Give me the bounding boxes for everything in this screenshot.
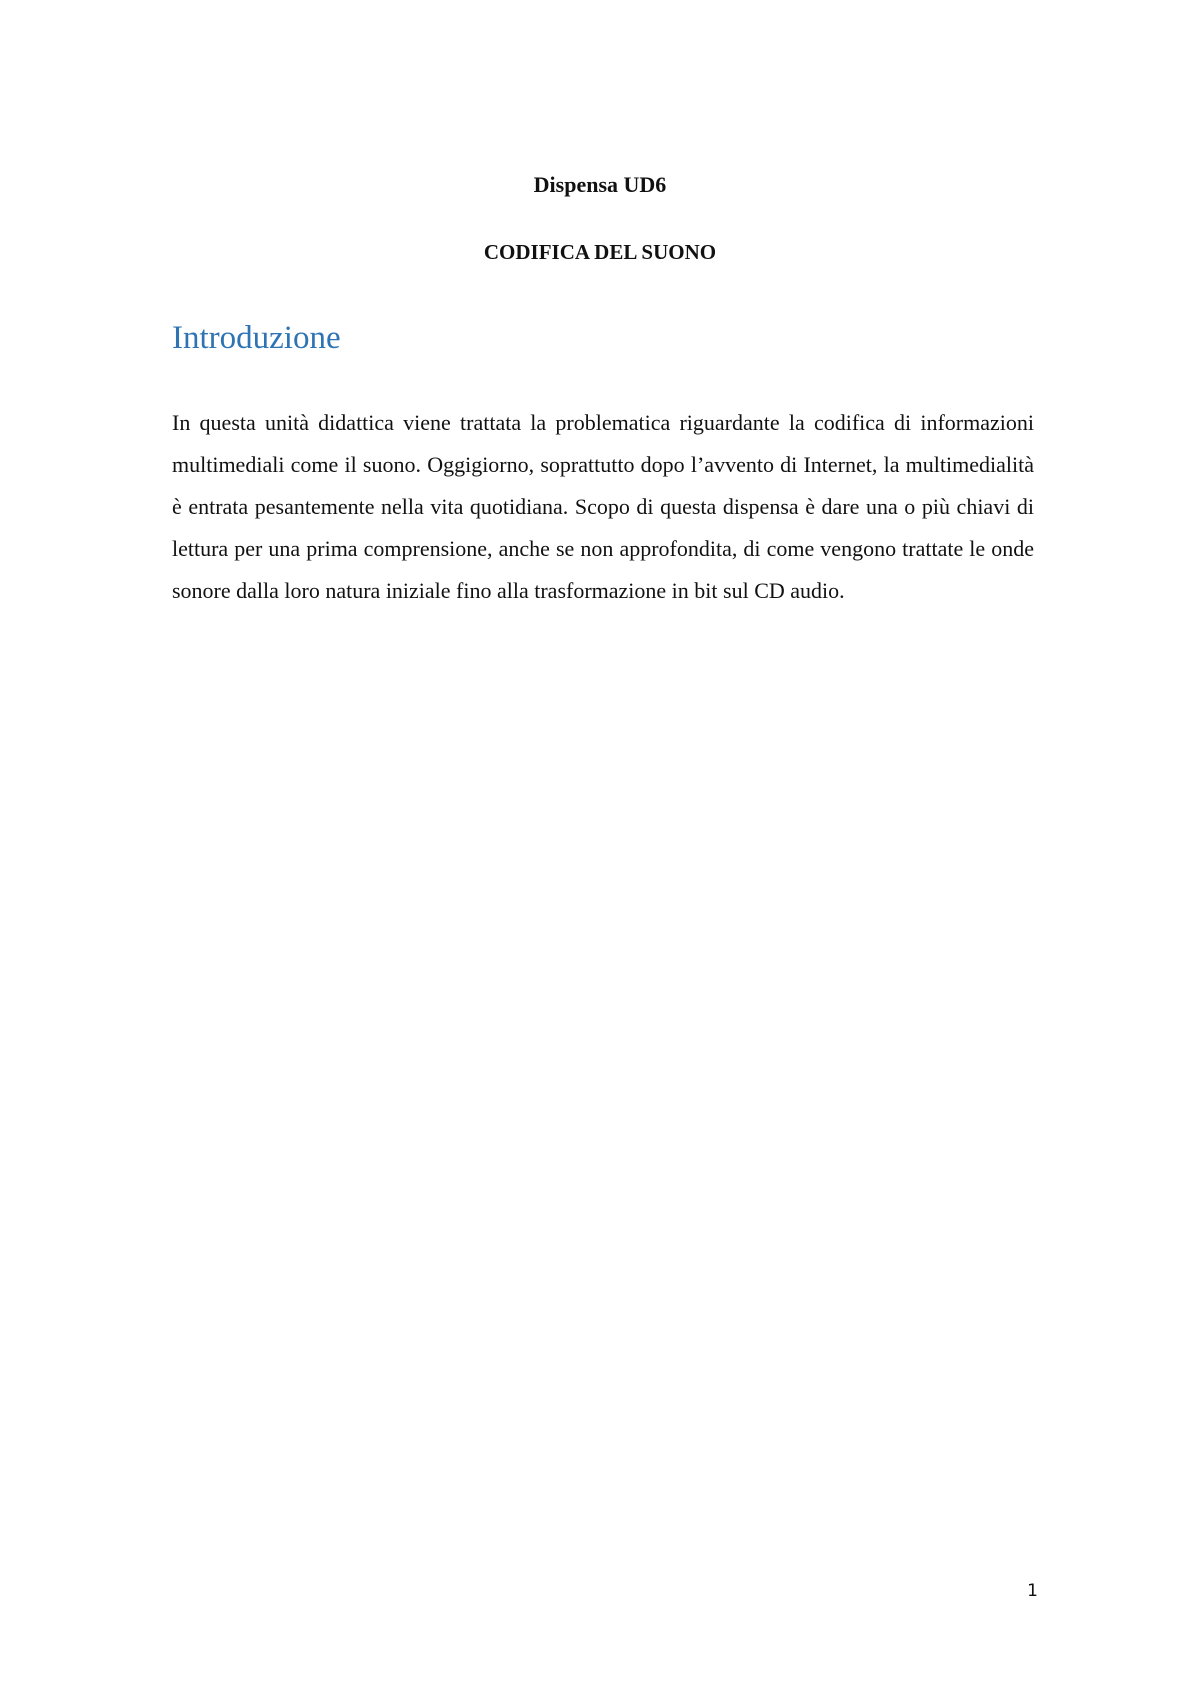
intro-paragraph: In questa unità didattica viene trattata la problematica riguardante la codifica di informazioni multimediali come il suono. Oggigiorno, soprattutto dopo l’avvento di Internet, la multimedialità è entrata pesantemente nella vita quotidiana. Scopo di questa dispensa è dare una o più chiavi di lettura per una prima comprensione, anche se non approfondita, di come vengono trattate le onde sonore dalla loro natura iniziale fino alla trasformazione in bit sul CD audio. bbox=[172, 410, 1034, 603]
document-subtitle: CODIFICA DEL SUONO bbox=[483, 240, 717, 264]
page-number: 1 bbox=[1027, 1581, 1038, 1601]
section-heading: Introduzione bbox=[172, 320, 341, 356]
document-title: Dispensa UD6 bbox=[533, 172, 667, 197]
